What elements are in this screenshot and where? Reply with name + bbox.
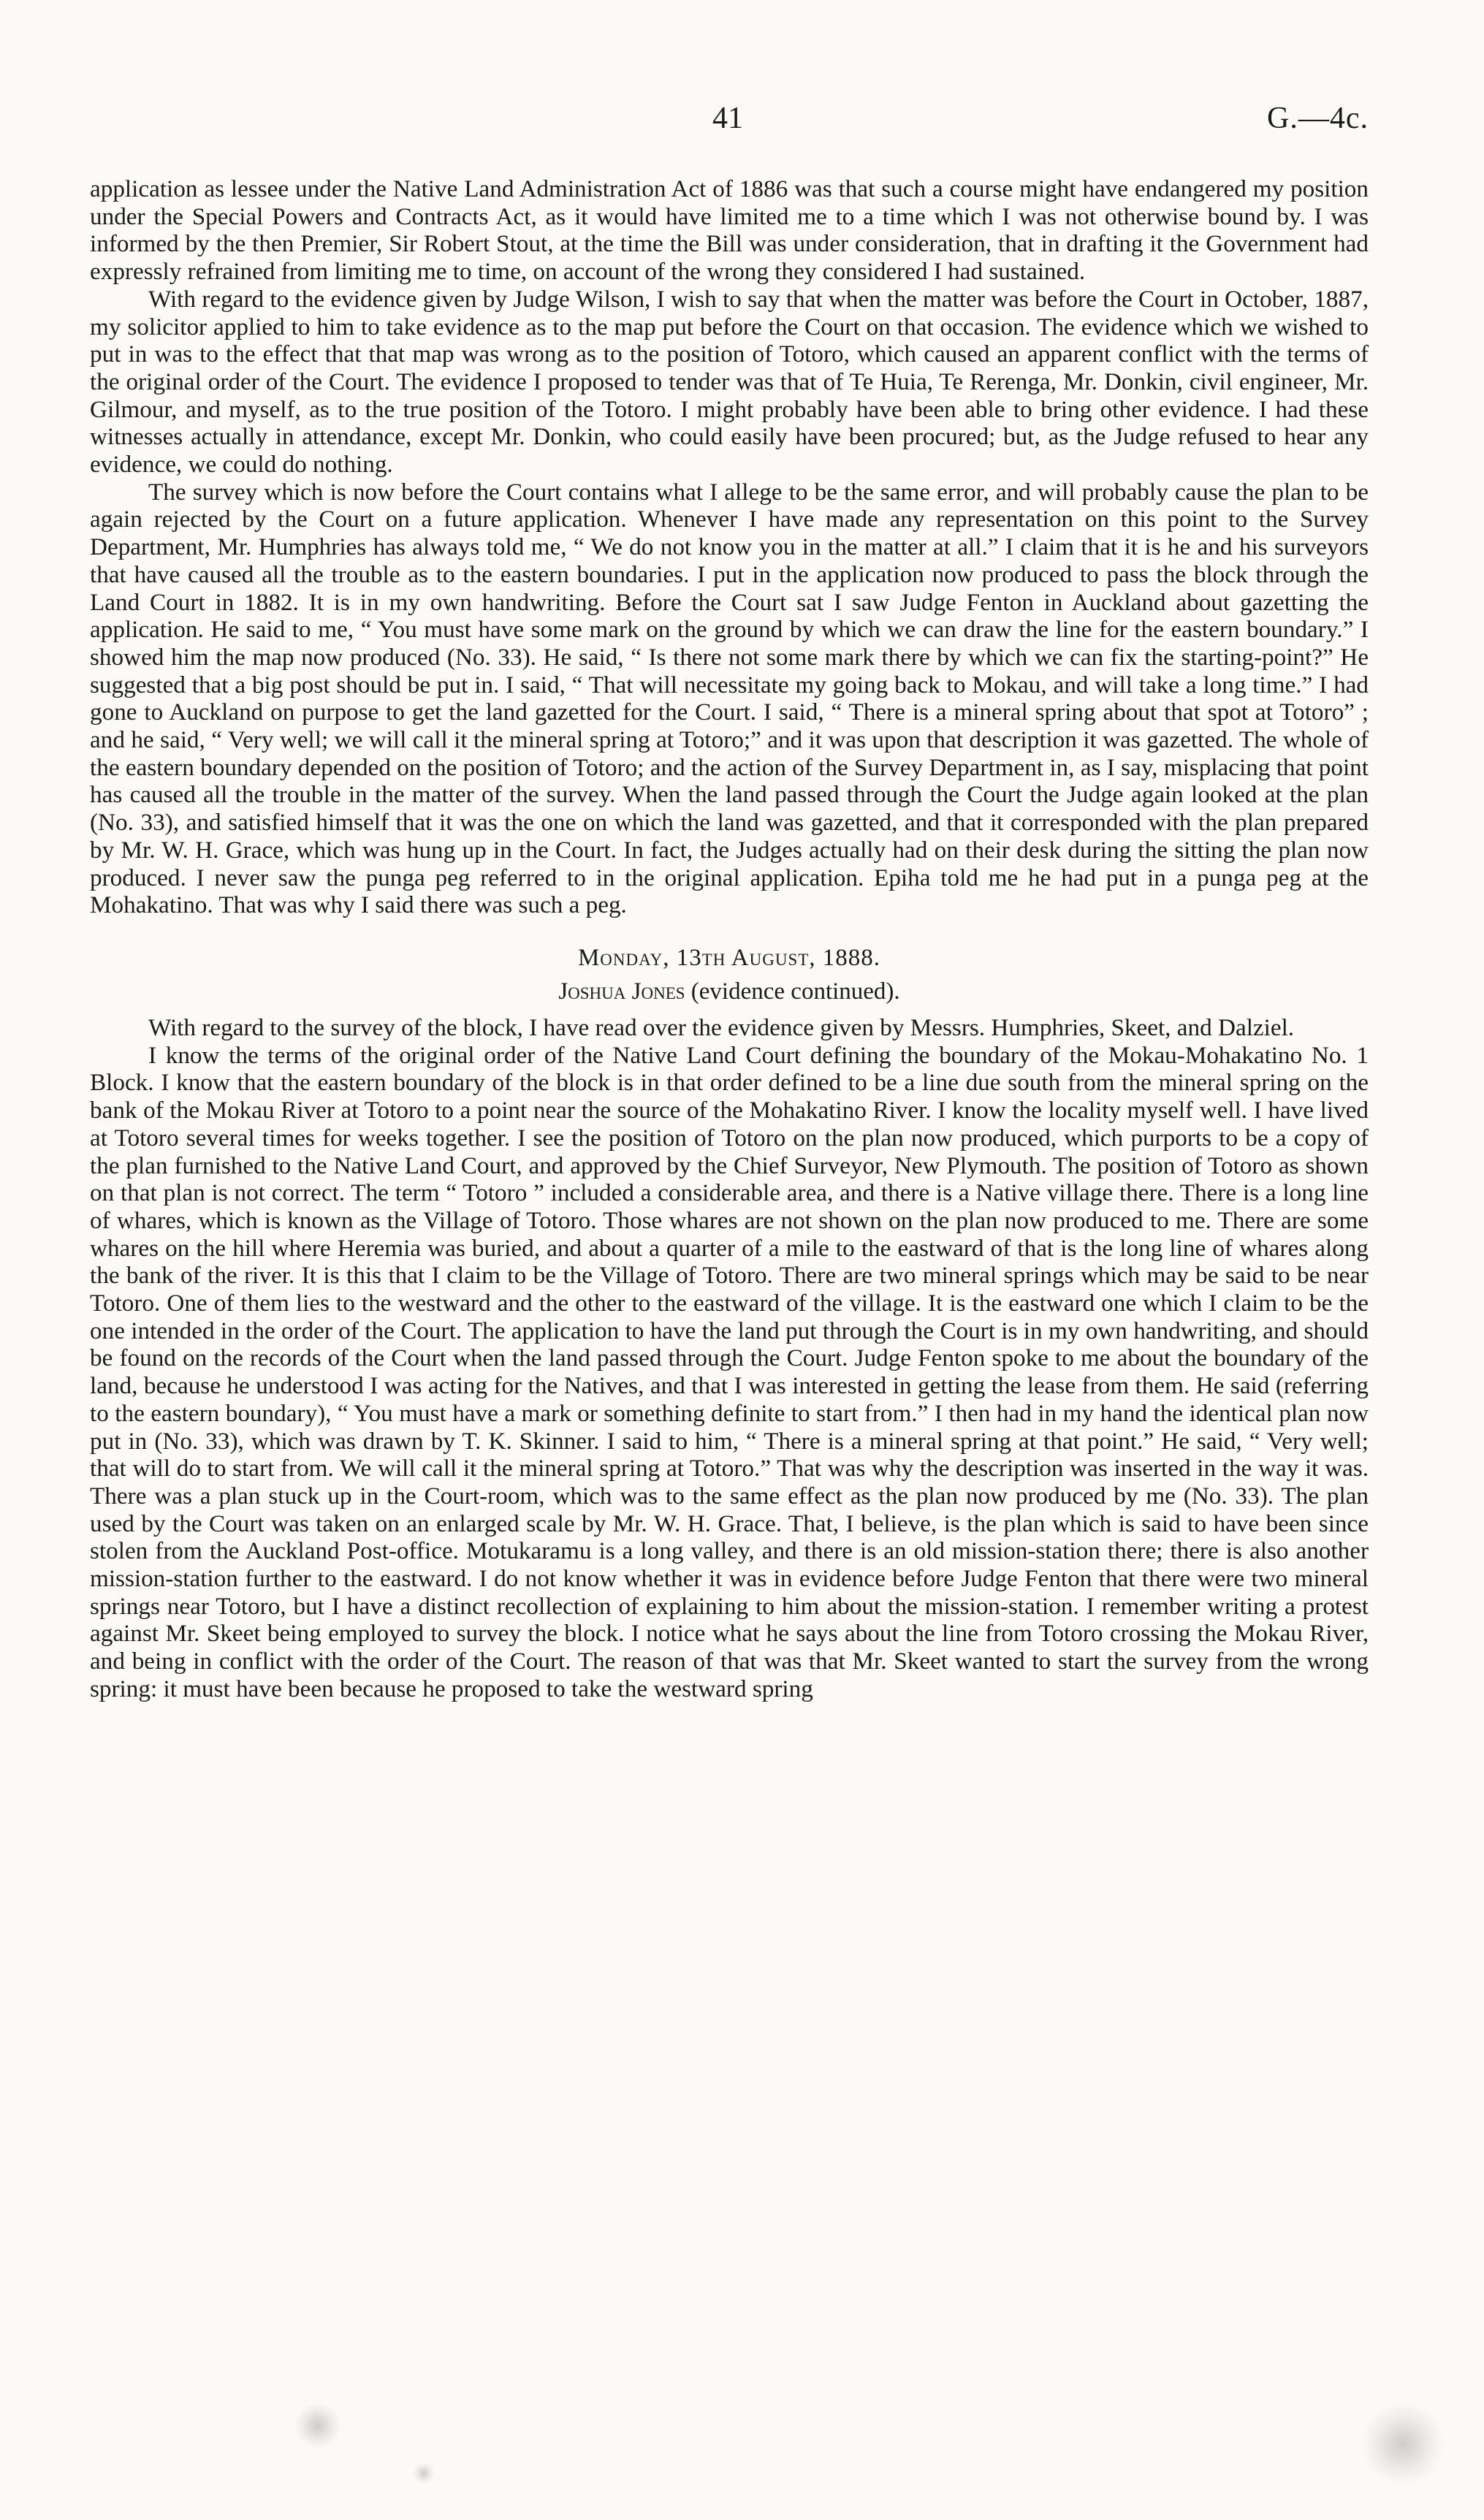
witness-name: Joshua Jones: [558, 978, 685, 1005]
ink-smudge: [413, 2462, 435, 2484]
document-page: [90, 0, 1369, 1703]
paragraph-boundary-order: I know the terms of the original order of the Native Land Court defining the boundary of the Mokau-Mohakatino No. 1 Block. I know that the eastern boundary of the block is in that order defined to be a line due south from the mineral spring on the bank of the Mokau River at Totoro to a point near the source of the Mohakatino River. I know the locality myself well. I have lived at Totoro several times for weeks together. I see the position of Totoro on the plan now produced, which purports to be a copy of the plan furnished to the Native Land Court, and approved by the Chief Surveyor, New Plymouth. The position of Totoro as shown on that plan is not correct. The term “ Totoro ” included a considerable area, and there is a Native village there. There is a long line of whares, which is known as the Village of Totoro. Those whares are not shown on the plan now produced to me. There are some whares on the hill where Heremia was buried, and about a quarter of a mile to the eastward of that is the long line of whares along the bank of the river. It is this that I claim to be the Village of Totoro. There are two mineral springs which may be said to be near Totoro. One of them lies to the westward and the other to the eastward of the village. It is the eastward one which I claim to be the one intended in the order of the Court. The application to have the land put through the Court is in my own handwriting, and should be found on the records of the Court when the land passed through the Court. Judge Fenton spoke to me about the boundary of the land, because he understood I was acting for the Natives, and that I was interested in getting the lease from them. He said (referring to the eastern boundary), “ You must have a mark or something definite to start from.” I then had in my hand the identical plan now put in (No. 33), which was drawn by T. K. Skinner. I said to him, “ There is a mineral spring at that point.” He said, “ Very well; that will do to start from. We will call it the mineral spring at Totoro.” That was why the description was inserted in the way it was. There was a plan stuck up in the Court-room, which was to the same effect as the plan now produced by me (No. 33). The plan used by the Court was taken on an enlarged scale by Mr. W. H. Grace. That, I believe, is the plan which is said to have been since stolen from the Auckland Post-office. Motukaramu is a long valley, and there is an old mission-station there; there is also another mission-station further to the eastward. I do not know whether it was in evidence before Judge Fenton that there were two mineral springs near Totoro, but I have a distinct recollection of explaining to him about the mission-station. I remember writing a protest against Mr. Skeet being employed to survey the block. I notice what he says about the line from Totoro crossing the Mokau River, and being in conflict with the order of the Court. The reason of that was that Mr. Skeet wanted to start the survey from the wrong spring: it must have been because he proposed to take the westward spring: [90, 1041, 1369, 1702]
evidence-body-bottom: [90, 1014, 1369, 1703]
date-heading: Monday, 13th August, 1888.: [577, 944, 881, 971]
page-number: 41: [712, 102, 743, 135]
document-reference: G.—4c.: [1267, 102, 1369, 135]
paragraph-survey-evidence: With regard to the survey of the block, I have read over the evidence given by Messrs. Humphries, Skeet, and Dalziel.: [148, 1013, 1295, 1041]
evidence-body-top: [90, 175, 1369, 919]
ink-smudge: [292, 2404, 343, 2448]
ink-smudge: [1359, 2404, 1447, 2484]
paragraph-survey-error: The survey which is now before the Court contains what I allege to be the same error, and will probably cause the plan to be again rejected by the Court on a future application. Whenever I have made any representation on this point to the Survey Department, Mr. Humphries has always told me, “ We do not know you in the matter at all.” I claim that it is he and his surveyors that have caused all the trouble as to the eastern boundaries. I put in the application now produced to pass the block through the Land Court in 1882. It is in my own handwriting. Before the Court sat I saw Judge Fenton in Auckland about gazetting the application. He said to me, “ You must have some mark on the ground by which we can draw the line for the eastern boundary.” I showed him the map now produced (No. 33). He said, “ Is there not some mark there by which we can fix the starting-point?” He suggested that a big post should be put in. I said, “ That will necessitate my going back to Mokau, and will take a long time.” I had gone to Auckland on purpose to get the land gazetted for the Court. I said, “ There is a mineral spring about that spot at Totoro” ; and he said, “ Very well; we will call it the mineral spring at Totoro;” and it was upon that description it was gazetted. The whole of the eastern boundary depended on the position of Totoro; and the action of the Survey Department in, as I say, misplacing that point has caused all the trouble in the matter of the survey. When the land passed through the Court the Judge again looked at the plan (No. 33), and satisfied himself that it was the one on which the land was gazetted, and that it corresponded with the plan prepared by Mr. W. H. Grace, which was hung up in the Court. In fact, the Judges actually had on their desk during the sitting the plan now produced. I never saw the punga peg referred to in the original application. Epiha told me he had put in a punga peg at the Mohakatino. That was why I said there was such a peg.: [90, 478, 1369, 919]
paragraph-judge-wilson: With regard to the evidence given by Judge Wilson, I wish to say that when the matter was before the Court in October, 1887, my solicitor applied to him to take evidence as to the map put before the Court on that occasion. The evidence which we wished to put in was to the effect that that map was wrong as to the position of Totoro, which caused an apparent conflict with the terms of the original order of the Court. The evidence I proposed to tender was that of Te Huia, Te Rerenga, Mr. Donkin, civil engineer, Mr. Gilmour, and myself, as to the true position of the Totoro. I might probably have been able to bring other evidence. I had these witnesses actually in attendance, except Mr. Donkin, who could easily have been procured; but, as the Judge refused to hear any evidence, we could do nothing.: [90, 285, 1369, 479]
witness-note: (evidence continued).: [690, 978, 900, 1005]
paragraph-continued: application as lessee under the Native Land Administration Act of 1886 was that such a course might have endangered my position under the Special Powers and Contracts Act, as it would have limited me to a time which I was not otherwise bound by. I was informed by the then Premier, Sir Robert Stout, at the time the Bill was under consideration, that in drafting it the Government had expressly refrained from limiting me to time, on account of the wrong they considered I had sustained.: [90, 175, 1369, 286]
page-header: [90, 0, 1369, 175]
witness-heading: [90, 978, 1369, 1005]
